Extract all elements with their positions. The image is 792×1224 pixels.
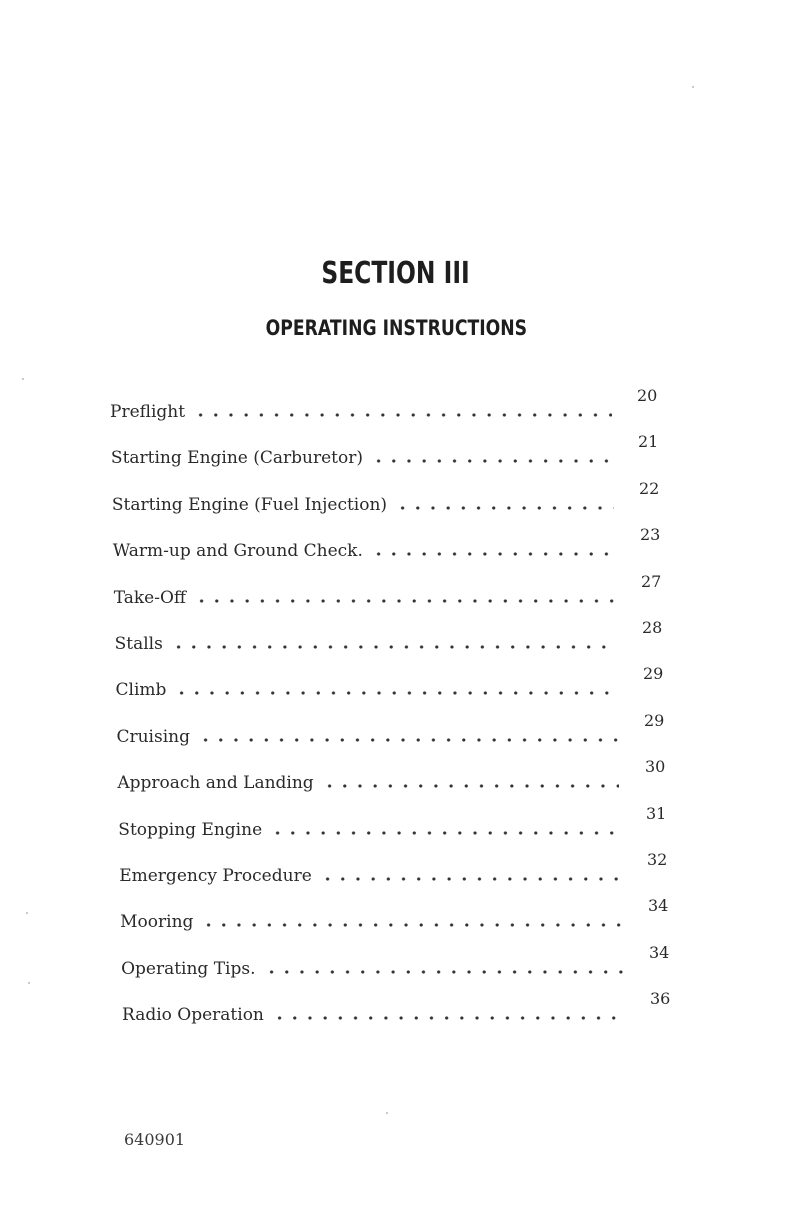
scan-speck bbox=[22, 378, 24, 380]
toc-entry-page: 36 bbox=[650, 989, 671, 1009]
toc-entry-label: Preflight bbox=[110, 402, 186, 422]
toc-entry-label: Mooring bbox=[120, 912, 194, 933]
scan-speck bbox=[28, 982, 30, 984]
toc-leader-dots bbox=[193, 413, 612, 417]
toc-entry-page: 28 bbox=[642, 617, 663, 637]
toc-leader-dots bbox=[171, 645, 617, 649]
toc-entry-label: Operating Tips. bbox=[121, 958, 256, 979]
section-title: SECTION III bbox=[321, 256, 470, 291]
toc-leader-dots bbox=[371, 552, 615, 556]
toc-entry-label: Stalls bbox=[114, 633, 163, 654]
table-of-contents bbox=[0, 382, 792, 1031]
toc-leader-dots bbox=[371, 459, 613, 463]
toc-entry bbox=[0, 800, 792, 846]
toc-entry-page: 34 bbox=[648, 896, 669, 916]
toc-entry-page: 22 bbox=[639, 478, 660, 498]
toc-entry-label: Take-Off bbox=[113, 587, 186, 608]
toc-entry-label: Cruising bbox=[116, 726, 190, 747]
toc-leader-dots bbox=[395, 506, 614, 510]
toc-entry-page: 32 bbox=[647, 849, 668, 869]
scan-speck bbox=[386, 1112, 388, 1114]
toc-entry bbox=[0, 475, 792, 521]
toc-entry bbox=[0, 753, 792, 799]
toc-leader-dots bbox=[272, 1016, 624, 1020]
toc-entry-page: 20 bbox=[637, 386, 658, 405]
toc-entry bbox=[0, 985, 792, 1031]
toc-entry-page: 23 bbox=[640, 525, 661, 545]
toc-entry-page: 21 bbox=[638, 432, 659, 452]
toc-leader-dots bbox=[201, 923, 622, 927]
toc-leader-dots bbox=[270, 831, 620, 835]
toc-entry-label: Approach and Landing bbox=[117, 773, 314, 794]
toc-entry bbox=[0, 428, 792, 474]
toc-entry-label: Warm-up and Ground Check. bbox=[112, 541, 363, 562]
toc-entry bbox=[0, 707, 792, 753]
toc-entry bbox=[0, 846, 792, 892]
toc-entry-page: 29 bbox=[644, 710, 665, 730]
toc-entry bbox=[0, 382, 792, 428]
toc-entry bbox=[0, 892, 792, 938]
toc-leader-dots bbox=[320, 877, 621, 881]
toc-entry bbox=[0, 521, 792, 567]
toc-leader-dots bbox=[264, 970, 624, 974]
toc-entry-label: Stopping Engine bbox=[118, 819, 263, 840]
toc-leader-dots bbox=[194, 599, 616, 603]
toc-entry-label: Starting Engine (Fuel Injection) bbox=[111, 494, 388, 515]
toc-entry-page: 29 bbox=[643, 664, 664, 684]
toc-entry-page: 27 bbox=[641, 571, 662, 591]
toc-entry-label: Starting Engine (Carburetor) bbox=[110, 448, 363, 469]
toc-leader-dots bbox=[198, 738, 618, 742]
toc-entry-page: 31 bbox=[646, 803, 667, 823]
toc-entry bbox=[0, 660, 792, 706]
toc-entry bbox=[0, 568, 792, 614]
toc-entry bbox=[0, 939, 792, 985]
toc-entry-label: Emergency Procedure bbox=[119, 865, 312, 886]
toc-entry-label: Radio Operation bbox=[122, 1005, 264, 1026]
toc-leader-dots bbox=[174, 691, 617, 695]
toc-entry-label: Climb bbox=[115, 680, 167, 701]
scan-speck bbox=[692, 86, 694, 88]
toc-entry-page: 34 bbox=[649, 942, 670, 962]
toc-entry-page: 30 bbox=[645, 757, 666, 777]
section-subtitle: OPERATING INSTRUCTIONS bbox=[265, 316, 528, 340]
toc-leader-dots bbox=[322, 784, 620, 788]
document-number: 640901 bbox=[124, 1130, 186, 1149]
scan-speck bbox=[26, 912, 28, 914]
toc-entry bbox=[0, 614, 792, 660]
